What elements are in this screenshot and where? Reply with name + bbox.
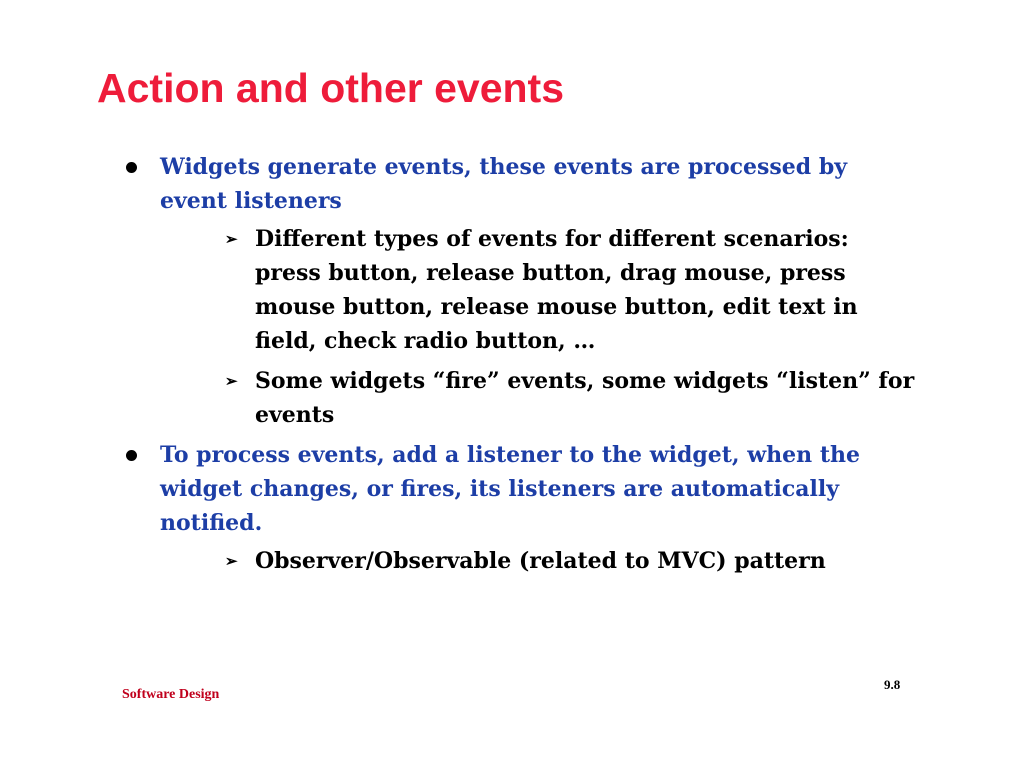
bullet-item bbox=[110, 438, 920, 578]
arrowhead-icon: ➢ bbox=[225, 372, 238, 390]
page-number: 9.8 bbox=[884, 677, 901, 692]
bullet-text: To process events, add a listener to the widget, when the widget changes, or fires, its listeners are automatically notified. bbox=[160, 442, 860, 536]
bullet-dot-icon bbox=[126, 162, 137, 173]
bullet-dot-icon bbox=[126, 450, 137, 461]
sub-bullet-text: Different types of events for different scenarios: press button, release button, drag mouse, press mouse button, release mouse button, edit text in field, check radio button, … bbox=[255, 226, 858, 354]
arrowhead-icon: ➢ bbox=[225, 230, 238, 248]
sub-bullet-list bbox=[160, 222, 920, 432]
slide-title: Action and other events bbox=[97, 65, 565, 111]
sub-bullet-item bbox=[160, 544, 920, 578]
sub-bullet-text: Observer/Observable (related to MVC) pattern bbox=[255, 548, 826, 574]
bullet-item bbox=[110, 150, 920, 432]
sub-bullet-item bbox=[160, 364, 920, 432]
sub-bullet-text: Some widgets “fire” events, some widgets “listen” for events bbox=[255, 368, 915, 428]
footer-course-name: Software Design bbox=[122, 687, 220, 702]
sub-bullet-item bbox=[160, 222, 920, 358]
sub-bullet-list bbox=[160, 544, 920, 578]
arrowhead-icon: ➢ bbox=[225, 552, 238, 570]
bullet-text: Widgets generate events, these events are processed by event listeners bbox=[160, 154, 848, 214]
slide-content bbox=[110, 150, 920, 584]
